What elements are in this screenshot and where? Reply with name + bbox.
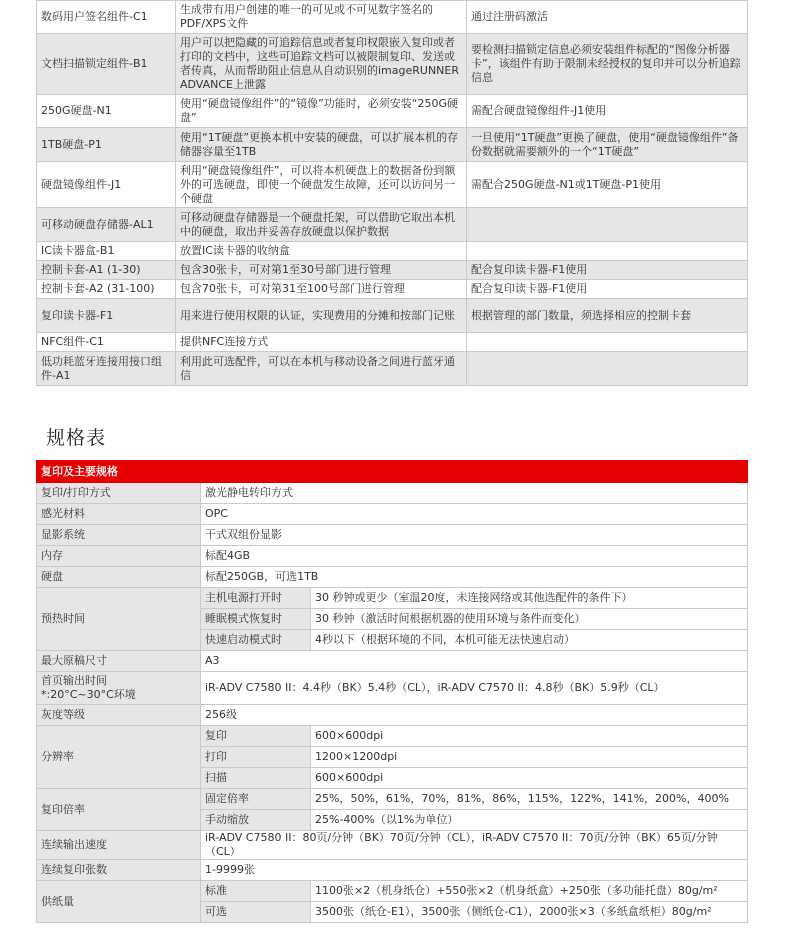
option-note xyxy=(467,352,748,386)
option-name: 1TB硬盘-P1 xyxy=(37,128,176,162)
spec-label: 供纸量 xyxy=(37,881,201,923)
table-row xyxy=(37,588,748,609)
table-row xyxy=(37,567,748,588)
spec-label: 连续输出速度 xyxy=(37,831,201,860)
option-desc: 可移动硬盘存储器是一个硬盘托架，可以借助它取出本机中的硬盘，取出并妥善存放硬盘以保护数据 xyxy=(176,208,467,242)
spec-label: 感光材料 xyxy=(37,504,201,525)
table-row xyxy=(37,672,748,705)
table-row xyxy=(37,1,748,34)
spec-label: 预热时间 xyxy=(37,588,201,651)
spec-label: 内存 xyxy=(37,546,201,567)
spec-label: 硬盘 xyxy=(37,567,201,588)
option-note: 配合复印读卡器-F1使用 xyxy=(467,261,748,280)
table-row xyxy=(37,789,748,810)
option-note: 根据管理的部门数量，须选择相应的控制卡套 xyxy=(467,299,748,333)
spec-sublabel: 可选 xyxy=(201,902,311,923)
option-desc: 包含70张卡，可对第31至100号部门进行管理 xyxy=(176,280,467,299)
spec-label: 复印倍率 xyxy=(37,789,201,831)
table-row xyxy=(37,546,748,567)
section-title: 规格表 xyxy=(46,427,107,449)
spec-label: 分辨率 xyxy=(37,726,201,789)
spec-value: 30 秒钟或更少（室温20度，未连接网络或其他选配件的条件下） xyxy=(311,588,748,609)
option-name: 控制卡套-A2 (31-100) xyxy=(37,280,176,299)
option-name: 低功耗蓝牙连接用接口组件-A1 xyxy=(37,352,176,386)
spec-label-line1: 首页输出时间 xyxy=(41,674,107,687)
option-desc: 利用此可选配件，可以在本机与移动设备之间进行蓝牙通信 xyxy=(176,352,467,386)
option-name: 硬盘镜像组件-J1 xyxy=(37,162,176,208)
option-desc: 生成带有用户创建的唯一的可见或不可见数字签名的PDF/XPS文件 xyxy=(176,1,467,34)
spec-header: 复印及主要规格 xyxy=(37,461,748,483)
options-table xyxy=(36,0,748,386)
table-row xyxy=(37,881,748,902)
table-row xyxy=(37,242,748,261)
table-row xyxy=(37,726,748,747)
spec-label: 最大原稿尺寸 xyxy=(37,651,201,672)
table-row xyxy=(37,299,748,333)
spec-value: iR-ADV C7580 II：80页/分钟（BK）70页/分钟（CL），iR-ADV C7570 II：70页/分钟（BK）65页/分钟（CL） xyxy=(201,831,748,860)
option-desc: 放置IC读卡器的收纳盒 xyxy=(176,242,467,261)
option-desc: 包含30张卡，可对第1至30号部门进行管理 xyxy=(176,261,467,280)
spec-value: 25%，50%，61%，70%，81%，86%，115%，122%，141%，200%，400% xyxy=(311,789,748,810)
spec-value: 激光静电转印方式 xyxy=(201,483,748,504)
spec-sublabel: 复印 xyxy=(201,726,311,747)
spec-sublabel: 主机电源打开时 xyxy=(201,588,311,609)
table-row xyxy=(37,352,748,386)
option-note xyxy=(467,208,748,242)
spec-value: 1200×1200dpi xyxy=(311,747,748,768)
spec-header-row xyxy=(37,461,748,483)
option-desc: 提供NFC连接方式 xyxy=(176,333,467,352)
spec-value: 4秒以下（根据环境的不同，本机可能无法快速启动） xyxy=(311,630,748,651)
option-note: 要检测扫描锁定信息必须安装组件标配的“图像分析器卡”，该组件有助于限制未经授权的复印并可以分析追踪信息 xyxy=(467,34,748,95)
table-row xyxy=(37,34,748,95)
spec-value: 标配250GB，可选1TB xyxy=(201,567,748,588)
spec-value: 25%-400%（以1%为单位） xyxy=(311,810,748,831)
spec-value: 干式双组份显影 xyxy=(201,525,748,546)
spec-table xyxy=(36,460,748,923)
option-note: 需配合250G硬盘-N1或1T硬盘-P1使用 xyxy=(467,162,748,208)
spec-sublabel: 扫描 xyxy=(201,768,311,789)
option-desc: 用户可以把隐藏的可追踪信息或者复印权限嵌入复印或者打印的文档中，这些可追踪文档可以被限制复印、发送或者传真，从而帮助阻止信息从自动识别的imageRUNNER ADVANCE上泄露 xyxy=(176,34,467,95)
option-name: 文档扫描锁定组件-B1 xyxy=(37,34,176,95)
spec-value: 600×600dpi xyxy=(311,726,748,747)
option-name: 复印读卡器-F1 xyxy=(37,299,176,333)
spec-label-line2: *:20°C~30°C环境 xyxy=(41,688,136,701)
table-row xyxy=(37,280,748,299)
spec-sublabel: 固定倍率 xyxy=(201,789,311,810)
option-name: 可移动硬盘存储器-AL1 xyxy=(37,208,176,242)
option-desc: 使用“硬盘镜像组件”的“镜像”功能时，必须安装“250G硬盘” xyxy=(176,95,467,128)
option-note xyxy=(467,242,748,261)
spec-sublabel: 睡眠模式恢复时 xyxy=(201,609,311,630)
spec-value: 1100张×2（机身纸仓）+550张×2（机身纸盒）+250张（多功能托盘）80g/m² xyxy=(311,881,748,902)
spec-value: 3500张（纸仓-E1），3500张（侧纸仓-C1），2000张×3（多纸盒纸柜）80g/m² xyxy=(311,902,748,923)
table-row xyxy=(37,162,748,208)
table-row xyxy=(37,831,748,860)
spec-value: OPC xyxy=(201,504,748,525)
option-note: 一旦使用“1T硬盘”更换了硬盘，使用“硬盘镜像组件”备份数据就需要额外的一个“1T硬盘” xyxy=(467,128,748,162)
option-name: IC读卡器盒-B1 xyxy=(37,242,176,261)
option-name: 控制卡套-A1 (1-30) xyxy=(37,261,176,280)
option-desc: 利用“硬盘镜像组件”，可以将本机硬盘上的数据备份到额外的可选硬盘，即使一个硬盘发生故障，还可以访问另一个硬盘 xyxy=(176,162,467,208)
table-row xyxy=(37,483,748,504)
table-row xyxy=(37,261,748,280)
spec-label: 复印/打印方式 xyxy=(37,483,201,504)
spec-sublabel: 手动缩放 xyxy=(201,810,311,831)
table-row xyxy=(37,95,748,128)
table-row xyxy=(37,504,748,525)
table-row xyxy=(37,333,748,352)
spec-value: iR-ADV C7580 II：4.4秒（BK）5.4秒（CL），iR-ADV C7570 II：4.8秒（BK）5.9秒（CL） xyxy=(201,672,748,705)
spec-value: 30 秒钟（激活时间根据机器的使用环境与条件而变化） xyxy=(311,609,748,630)
option-note: 通过注册码激活 xyxy=(467,1,748,34)
table-row xyxy=(37,705,748,726)
spec-sublabel: 快速启动模式时 xyxy=(201,630,311,651)
option-desc: 使用“1T硬盘”更换本机中安装的硬盘，可以扩展本机的存储器容量至1TB xyxy=(176,128,467,162)
spec-value: 600×600dpi xyxy=(311,768,748,789)
spec-value: 标配4GB xyxy=(201,546,748,567)
option-name: 250G硬盘-N1 xyxy=(37,95,176,128)
spec-value: 1-9999张 xyxy=(201,860,748,881)
spec-label xyxy=(37,672,201,705)
table-row xyxy=(37,651,748,672)
spec-label: 显影系统 xyxy=(37,525,201,546)
option-name: 数码用户签名组件-C1 xyxy=(37,1,176,34)
option-name: NFC组件-C1 xyxy=(37,333,176,352)
spec-label: 灰度等级 xyxy=(37,705,201,726)
spec-value: A3 xyxy=(201,651,748,672)
table-row xyxy=(37,860,748,881)
table-row xyxy=(37,208,748,242)
spec-value: 256级 xyxy=(201,705,748,726)
table-row xyxy=(37,128,748,162)
spec-sublabel: 打印 xyxy=(201,747,311,768)
spec-label: 连续复印张数 xyxy=(37,860,201,881)
spec-sublabel: 标准 xyxy=(201,881,311,902)
option-note: 需配合硬盘镜像组件-J1使用 xyxy=(467,95,748,128)
table-row xyxy=(37,525,748,546)
option-desc: 用来进行使用权限的认证，实现费用的分摊和按部门记账 xyxy=(176,299,467,333)
option-note: 配合复印读卡器-F1使用 xyxy=(467,280,748,299)
option-note xyxy=(467,333,748,352)
